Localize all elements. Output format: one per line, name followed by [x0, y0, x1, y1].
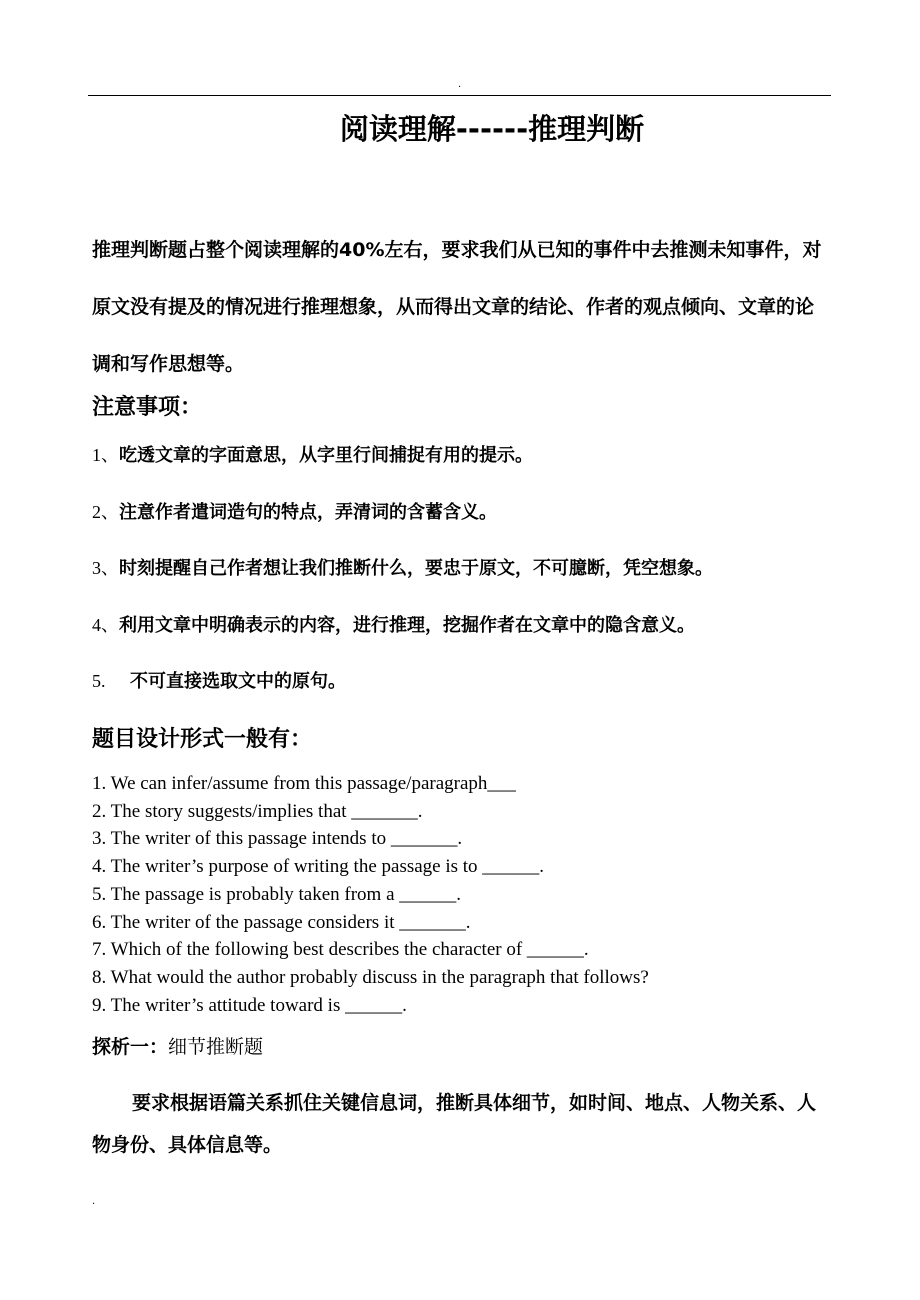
section-1-title: 细节推断题: [168, 1036, 264, 1058]
list-item: 2. The story suggests/implies that _______.: [92, 800, 423, 822]
list-item: [92, 666, 832, 723]
section-1-paragraph: 要求根据语篇关系抓住关键信息词，推断具体细节，如时间、地点、人物关系、人物身份、具体信息等。: [92, 1092, 817, 1156]
footer-mark: .: [92, 1196, 96, 1207]
item-number: 3、: [92, 558, 119, 578]
item-text: 利用文章中明确表示的内容，进行推理，挖掘作者在文章中的隐含意义。: [119, 614, 695, 636]
section-1-heading: [92, 1032, 263, 1062]
list-item: [92, 610, 832, 667]
header-rule: [88, 95, 831, 96]
item-text: 不可直接选取文中的原句。: [130, 671, 346, 692]
page-title: 阅读理解------推理判断: [339, 112, 645, 146]
question-forms-list: [92, 770, 649, 1019]
item-text: 注意作者遣词造句的特点，弄清词的含蓄含义。: [119, 501, 497, 523]
section-1-label: 探析一：: [92, 1036, 169, 1058]
notes-list: [92, 440, 832, 723]
list-item: 1. We can infer/assume from this passage/paragraph___: [92, 773, 516, 794]
intro-paragraph: 推理判断题占整个阅读理解的40%左右，要求我们从已知的事件中去推测未知事件，对原文没有提及的情况进行推理想象，从而得出文章的结论、作者的观点倾向、文章的论调和写作思想等。: [92, 239, 822, 375]
item-number: 1、: [92, 445, 119, 465]
header-mark: .: [458, 79, 462, 90]
list-item: 3. The writer of this passage intends to _______.: [92, 828, 463, 850]
item-number: 4、: [92, 614, 119, 635]
list-item: [92, 553, 832, 610]
list-item: 7. Which of the following best describes the character of ______.: [92, 939, 589, 961]
list-item: 6. The writer of the passage considers it _______.: [92, 911, 471, 933]
item-number: 2、: [92, 501, 119, 522]
item-text: 时刻提醒自己作者想让我们推断什么，要忠于原文，不可臆断，凭空想象。: [119, 558, 713, 579]
notes-heading: 注意事项：: [92, 395, 203, 420]
item-number: 5.: [92, 671, 106, 691]
forms-heading: 题目设计形式一般有：: [92, 727, 313, 752]
list-item: 4. The writer’s purpose of writing the passage is to ______.: [92, 856, 545, 878]
list-item: 8. What would the author probably discuss in the paragraph that follows?: [92, 966, 649, 988]
item-text: 吃透文章的字面意思，从字里行间捕捉有用的提示。: [119, 445, 533, 466]
list-item: 5. The passage is probably taken from a ______.: [92, 883, 462, 905]
list-item: [92, 497, 832, 554]
list-item: 9. The writer’s attitude toward is ______.: [92, 994, 407, 1016]
list-item: [92, 440, 832, 497]
